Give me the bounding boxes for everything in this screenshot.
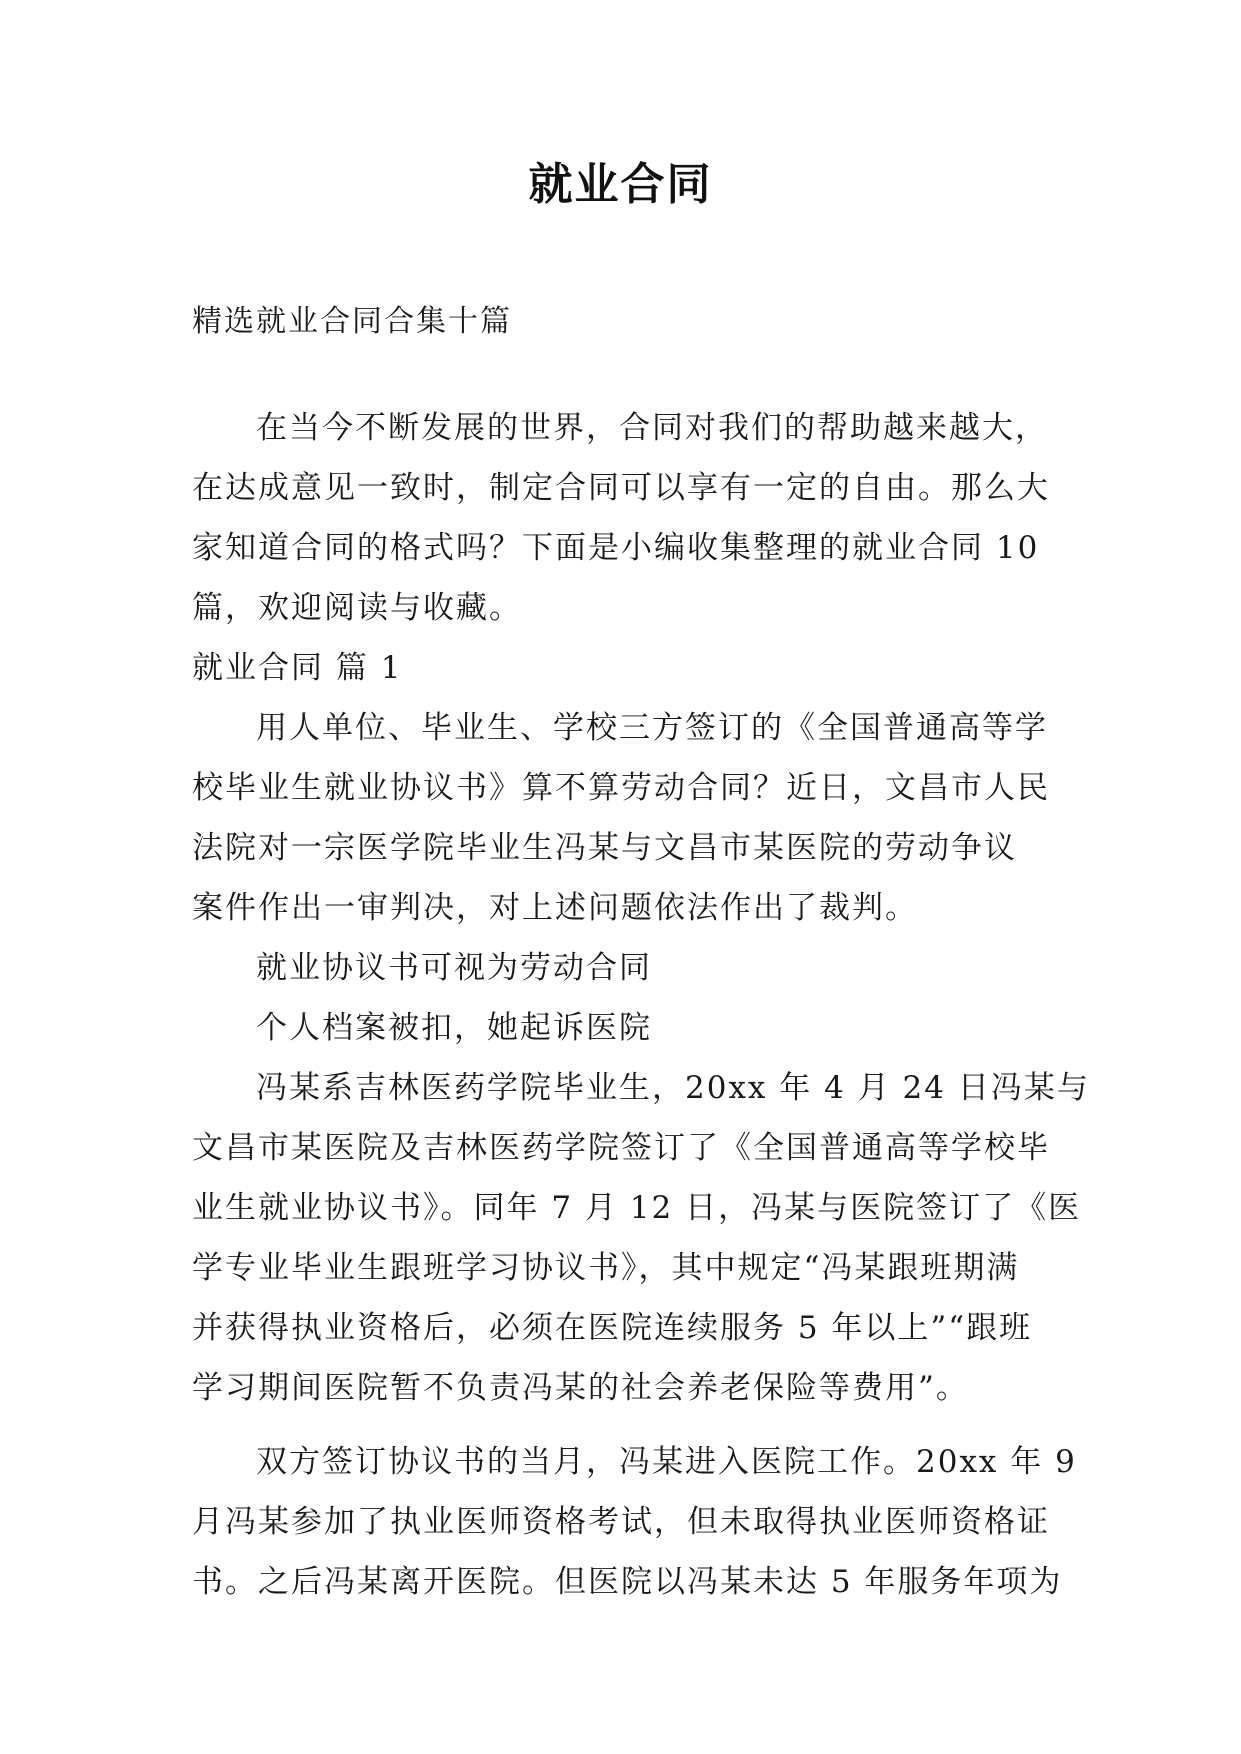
body-line: 学专业毕业生跟班学习协议书》，其中规定“冯某跟班期满: [192, 1250, 1020, 1286]
body-line: 家知道合同的格式吗？下面是小编收集整理的就业合同 10: [192, 530, 1040, 566]
body-line: 就业协议书可视为劳动合同: [256, 950, 652, 986]
body-line: 篇，欢迎阅读与收藏。: [192, 590, 522, 626]
body-line: 业生就业协议书》。同年 7 月 12 日，冯某与医院签订了《医: [192, 1190, 1082, 1226]
body-line: 法院对一宗医学院毕业生冯某与文昌市某医院的劳动争议: [192, 830, 1017, 866]
body-line: 个人档案被扣，她起诉医院: [256, 1010, 652, 1046]
paragraph-gap: [192, 1418, 1062, 1432]
body-line: 案件作出一审判决，对上述问题依法作出了裁判。: [192, 890, 918, 926]
document-body: [192, 398, 1090, 1612]
body-line: 书。之后冯某离开医院。但医院以冯某未达 5 年服务年项为: [192, 1564, 1063, 1600]
body-line: 文昌市某医院及吉林医药学院签订了《全国普通高等学校毕: [192, 1130, 1050, 1166]
body-line: 在达成意见一致时，制定合同可以享有一定的自由。那么大: [192, 470, 1050, 506]
body-line: 双方签订协议书的当月，冯某进入医院工作。20xx 年 9: [256, 1444, 1077, 1480]
body-line: 冯某系吉林医药学院毕业生，20xx 年 4 月 24 日冯某与: [256, 1070, 1090, 1106]
document-subtitle: 精选就业合同合集十篇: [192, 304, 512, 339]
body-line: 学习期间医院暂不负责冯某的社会养老保险等费用”。: [192, 1370, 969, 1406]
body-line: 就业合同 篇 1: [192, 650, 403, 686]
body-line: 在当今不断发展的世界，合同对我们的帮助越来越大，: [256, 410, 1048, 446]
body-line: 用人单位、毕业生、学校三方签订的《全国普通高等学: [256, 710, 1048, 746]
body-line: 月冯某参加了执业医师资格考试，但未取得执业医师资格证: [192, 1504, 1050, 1540]
document-title: 就业合同: [528, 159, 713, 210]
body-line: 并获得执业资格后，必须在医院连续服务 5 年以上”“跟班: [192, 1310, 1033, 1346]
body-line: 校毕业生就业协议书》算不算劳动合同？近日，文昌市人民: [192, 770, 1050, 806]
